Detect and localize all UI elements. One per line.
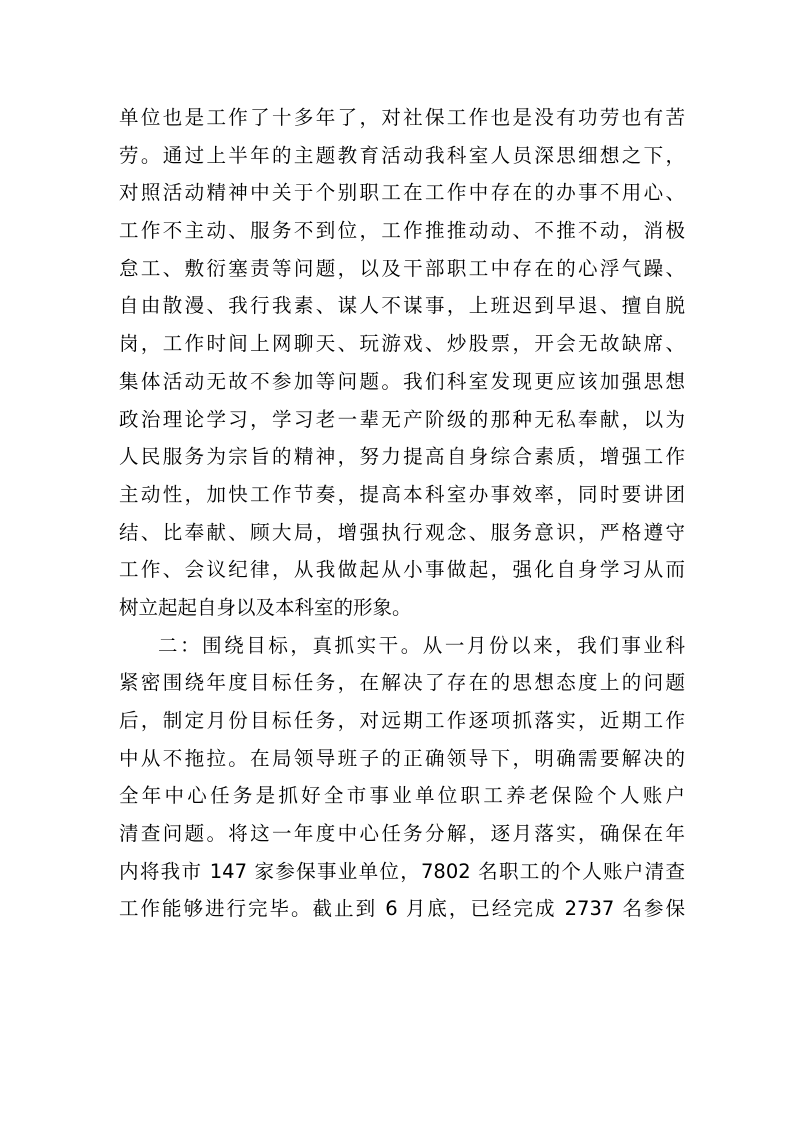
text-line: 清查问题。将这一年度中心任务分解，逐月落实，确保在年 (119, 822, 685, 846)
text-line: 紧密围绕年度目标任务，在解决了存在的思想态度上的问题 (119, 671, 685, 695)
paragraph (119, 99, 685, 627)
text-line: 中从不拖拉。在局领导班子的正确领导下，明确需要解决的 (119, 746, 685, 770)
text-line: 劳。通过上半年的主题教育活动我科室人员深思细想之下， (119, 143, 685, 167)
text-line: 自由散漫、我行我素、谋人不谋事，上班迟到早退、擅自脱 (119, 294, 685, 318)
text-line: 内将我市 147 家参保事业单位，7802 名职工的个人账户清查 (119, 859, 685, 883)
text-line: 岗，工作时间上网聊天、玩游戏、炒股票，开会无故缺席、 (119, 332, 685, 356)
text-line: 结、比奉献、顾大局，增强执行观念、服务意识，严格遵守 (119, 520, 685, 544)
text-line: 二：围绕目标，真抓实干。从一月份以来，我们事业科 (158, 633, 685, 657)
text-line: 工作不主动、服务不到位，工作推推动动、不推不动，消极 (119, 219, 685, 243)
text-line: 对照活动精神中关于个别职工在工作中存在的办事不用心、 (119, 181, 685, 205)
paragraph (119, 627, 685, 929)
text-line: 工作、会议纪律，从我做起从小事做起，强化自身学习从而 (119, 558, 685, 582)
text-line: 全年中心任务是抓好全市事业单位职工养老保险个人账户 (119, 784, 685, 808)
text-line: 怠工、敷衍塞责等问题，以及干部职工中存在的心浮气躁、 (119, 256, 685, 280)
text-line: 单位也是工作了十多年了，对社保工作也是没有功劳也有苦 (119, 106, 685, 129)
text-line: 集体活动无故不参加等问题。我们科室发现更应该加强思想 (119, 369, 685, 393)
text-line: 政治理论学习，学习老一辈无产阶级的那种无私奉献，以为 (119, 407, 685, 431)
text-line: 后，制定月份目标任务，对远期工作逐项抓落实，近期工作 (119, 709, 685, 732)
text-line: 主动性，加快工作节奏，提高本科室办事效率，同时要讲团 (119, 482, 685, 506)
text-line: 树立起起自身以及本科室的形象。 (119, 595, 412, 619)
document-body (119, 99, 685, 928)
text-line: 工作能够进行完毕。截止到 6 月底，已经完成 2737 名参保 (119, 897, 685, 921)
text-line: 人民服务为宗旨的精神，努力提高自身综合素质，增强工作 (119, 445, 685, 469)
